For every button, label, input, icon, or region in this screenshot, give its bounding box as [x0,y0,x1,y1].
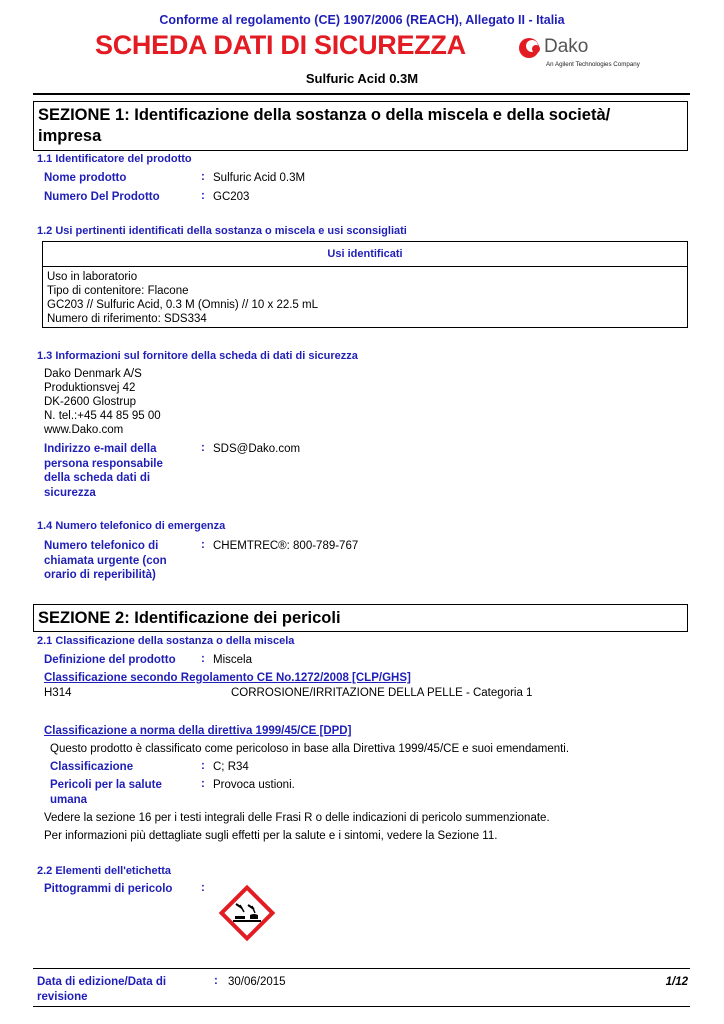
section-1-heading [33,101,688,151]
colon: : [201,539,205,551]
supplier-line: N. tel.:+45 44 85 95 00 [44,410,161,422]
emergency-label-line: orario di reperibilità) [44,569,156,581]
uses-table-body [47,270,318,326]
subsection-2-1: 2.1 Classificazione della sostanza o della miscela [37,635,295,647]
supplier-line: Dako Denmark A/S [44,368,142,380]
emergency-value: CHEMTREC®: 800-789-767 [213,540,359,552]
supplier-website[interactable]: www.Dako.com [44,424,124,436]
note-section-11: Per informazioni più dettagliate sugli effetti per la salute e i sintomi, vedere la Sezione 11. [44,830,498,842]
pictograms-label: Pittogrammi di pericolo [44,883,173,895]
classification-label: Classificazione [50,761,134,773]
product-subtitle: Sulfuric Acid 0.3M [305,71,419,86]
header-divider [33,93,690,95]
email-label-line: persona responsabile [44,457,163,470]
page-number: 1/12 [665,976,688,988]
colon: : [201,442,205,454]
health-hazards-value: Provoca ustioni. [213,779,295,791]
supplier-line: Produktionsvej 42 [44,382,136,394]
classification-value: C; R34 [213,761,249,773]
uses-table-header: Usi identificati [43,242,687,267]
uses-line: Tipo di contenitore: Flacone [47,285,189,297]
supplier-address [44,367,161,437]
definition-value: Miscela [213,654,252,666]
issue-label-line: revisione [37,990,88,1003]
note-section-16: Vedere la sezione 16 per i testi integrali delle Frasi R o delle indicazioni di pericolo summenzionate. [44,812,550,824]
definition-label: Definizione del prodotto [44,654,176,666]
section-1-heading-line1: SEZIONE 1: Identificazione della sostanza o della miscela e della società/ [38,106,611,124]
subsection-1-4: 1.4 Numero telefonico di emergenza [37,520,226,532]
colon: : [214,975,218,987]
logo-name: Dako [544,36,589,57]
email-label-line: della scheda dati di [44,472,151,484]
dpd-statement: Questo prodotto è classificato come pericoloso in base alla Direttiva 1999/45/CE e suoi emendamenti. [50,743,570,755]
uses-line: Uso in laboratorio [47,271,138,283]
colon: : [201,653,205,665]
clp-text: CORROSIONE/IRRITAZIONE DELLA PELLE - Categoria 1 [231,687,533,699]
uses-line: GC203 // Sulfuric Acid, 0.3 M (Omnis) // 10 x 22.5 mL [47,299,318,311]
product-number-label: Numero Del Prodotto [44,191,160,203]
email-label [44,442,163,500]
supplier-line: DK-2600 Glostrup [44,396,137,408]
health-label-line: Pericoli per la salute [50,779,162,791]
email-value[interactable]: SDS@Dako.com [213,443,301,455]
dpd-heading: Classificazione a norma della direttiva 1999/45/CE [DPD] [44,725,352,737]
issue-date-label [37,975,166,1004]
colon: : [201,171,205,183]
issue-label-line: Data di edizione/Data di [37,976,167,988]
product-name-label: Nome prodotto [44,172,127,184]
product-name-value: Sulfuric Acid 0.3M [213,172,306,184]
health-hazards-label [50,778,162,807]
uses-line: Numero di riferimento: SDS334 [47,313,207,325]
colon: : [201,882,205,894]
clp-heading: Classificazione secondo Regolamento CE No.1272/2008 [CLP/GHS] [44,672,411,684]
logo-tagline: An Agilent Technologies Company [546,61,640,68]
emergency-label-line: chiamata urgente (con [44,554,167,567]
colon: : [201,190,205,202]
conformity-statement: Conforme al regolamento (CE) 1907/2006 (REACH), Allegato II - Italia [159,13,565,27]
dako-logo [517,33,647,73]
health-label-line: umana [50,793,88,806]
email-label-line: Indirizzo e-mail della [44,443,157,455]
email-label-line: sicurezza [44,486,96,499]
subsection-2-2: 2.2 Elementi dell'etichetta [37,865,172,877]
emergency-label-line: Numero telefonico di [44,540,159,552]
section-1-heading-line2: impresa [38,127,102,145]
emergency-label [44,539,167,583]
issue-date-value: 30/06/2015 [228,976,286,988]
ghs05-corrosion-icon [218,884,276,942]
colon: : [201,760,205,772]
document-title: SCHEDA DATI DI SICUREZZA [95,30,466,60]
dako-logo-icon [517,35,545,61]
subsection-1-3: 1.3 Informazioni sul fornitore della scheda di dati di sicurezza [37,350,358,362]
section-2-heading: SEZIONE 2: Identificazione dei pericoli [33,604,688,632]
subsection-1-1: 1.1 Identificatore del prodotto [37,153,192,165]
identified-uses-table [42,241,688,328]
product-number-value: GC203 [213,191,250,203]
clp-code: H314 [44,687,72,699]
subsection-1-2: 1.2 Usi pertinenti identificati della sostanza o miscela e usi sconsigliati [37,225,407,237]
colon: : [201,778,205,790]
